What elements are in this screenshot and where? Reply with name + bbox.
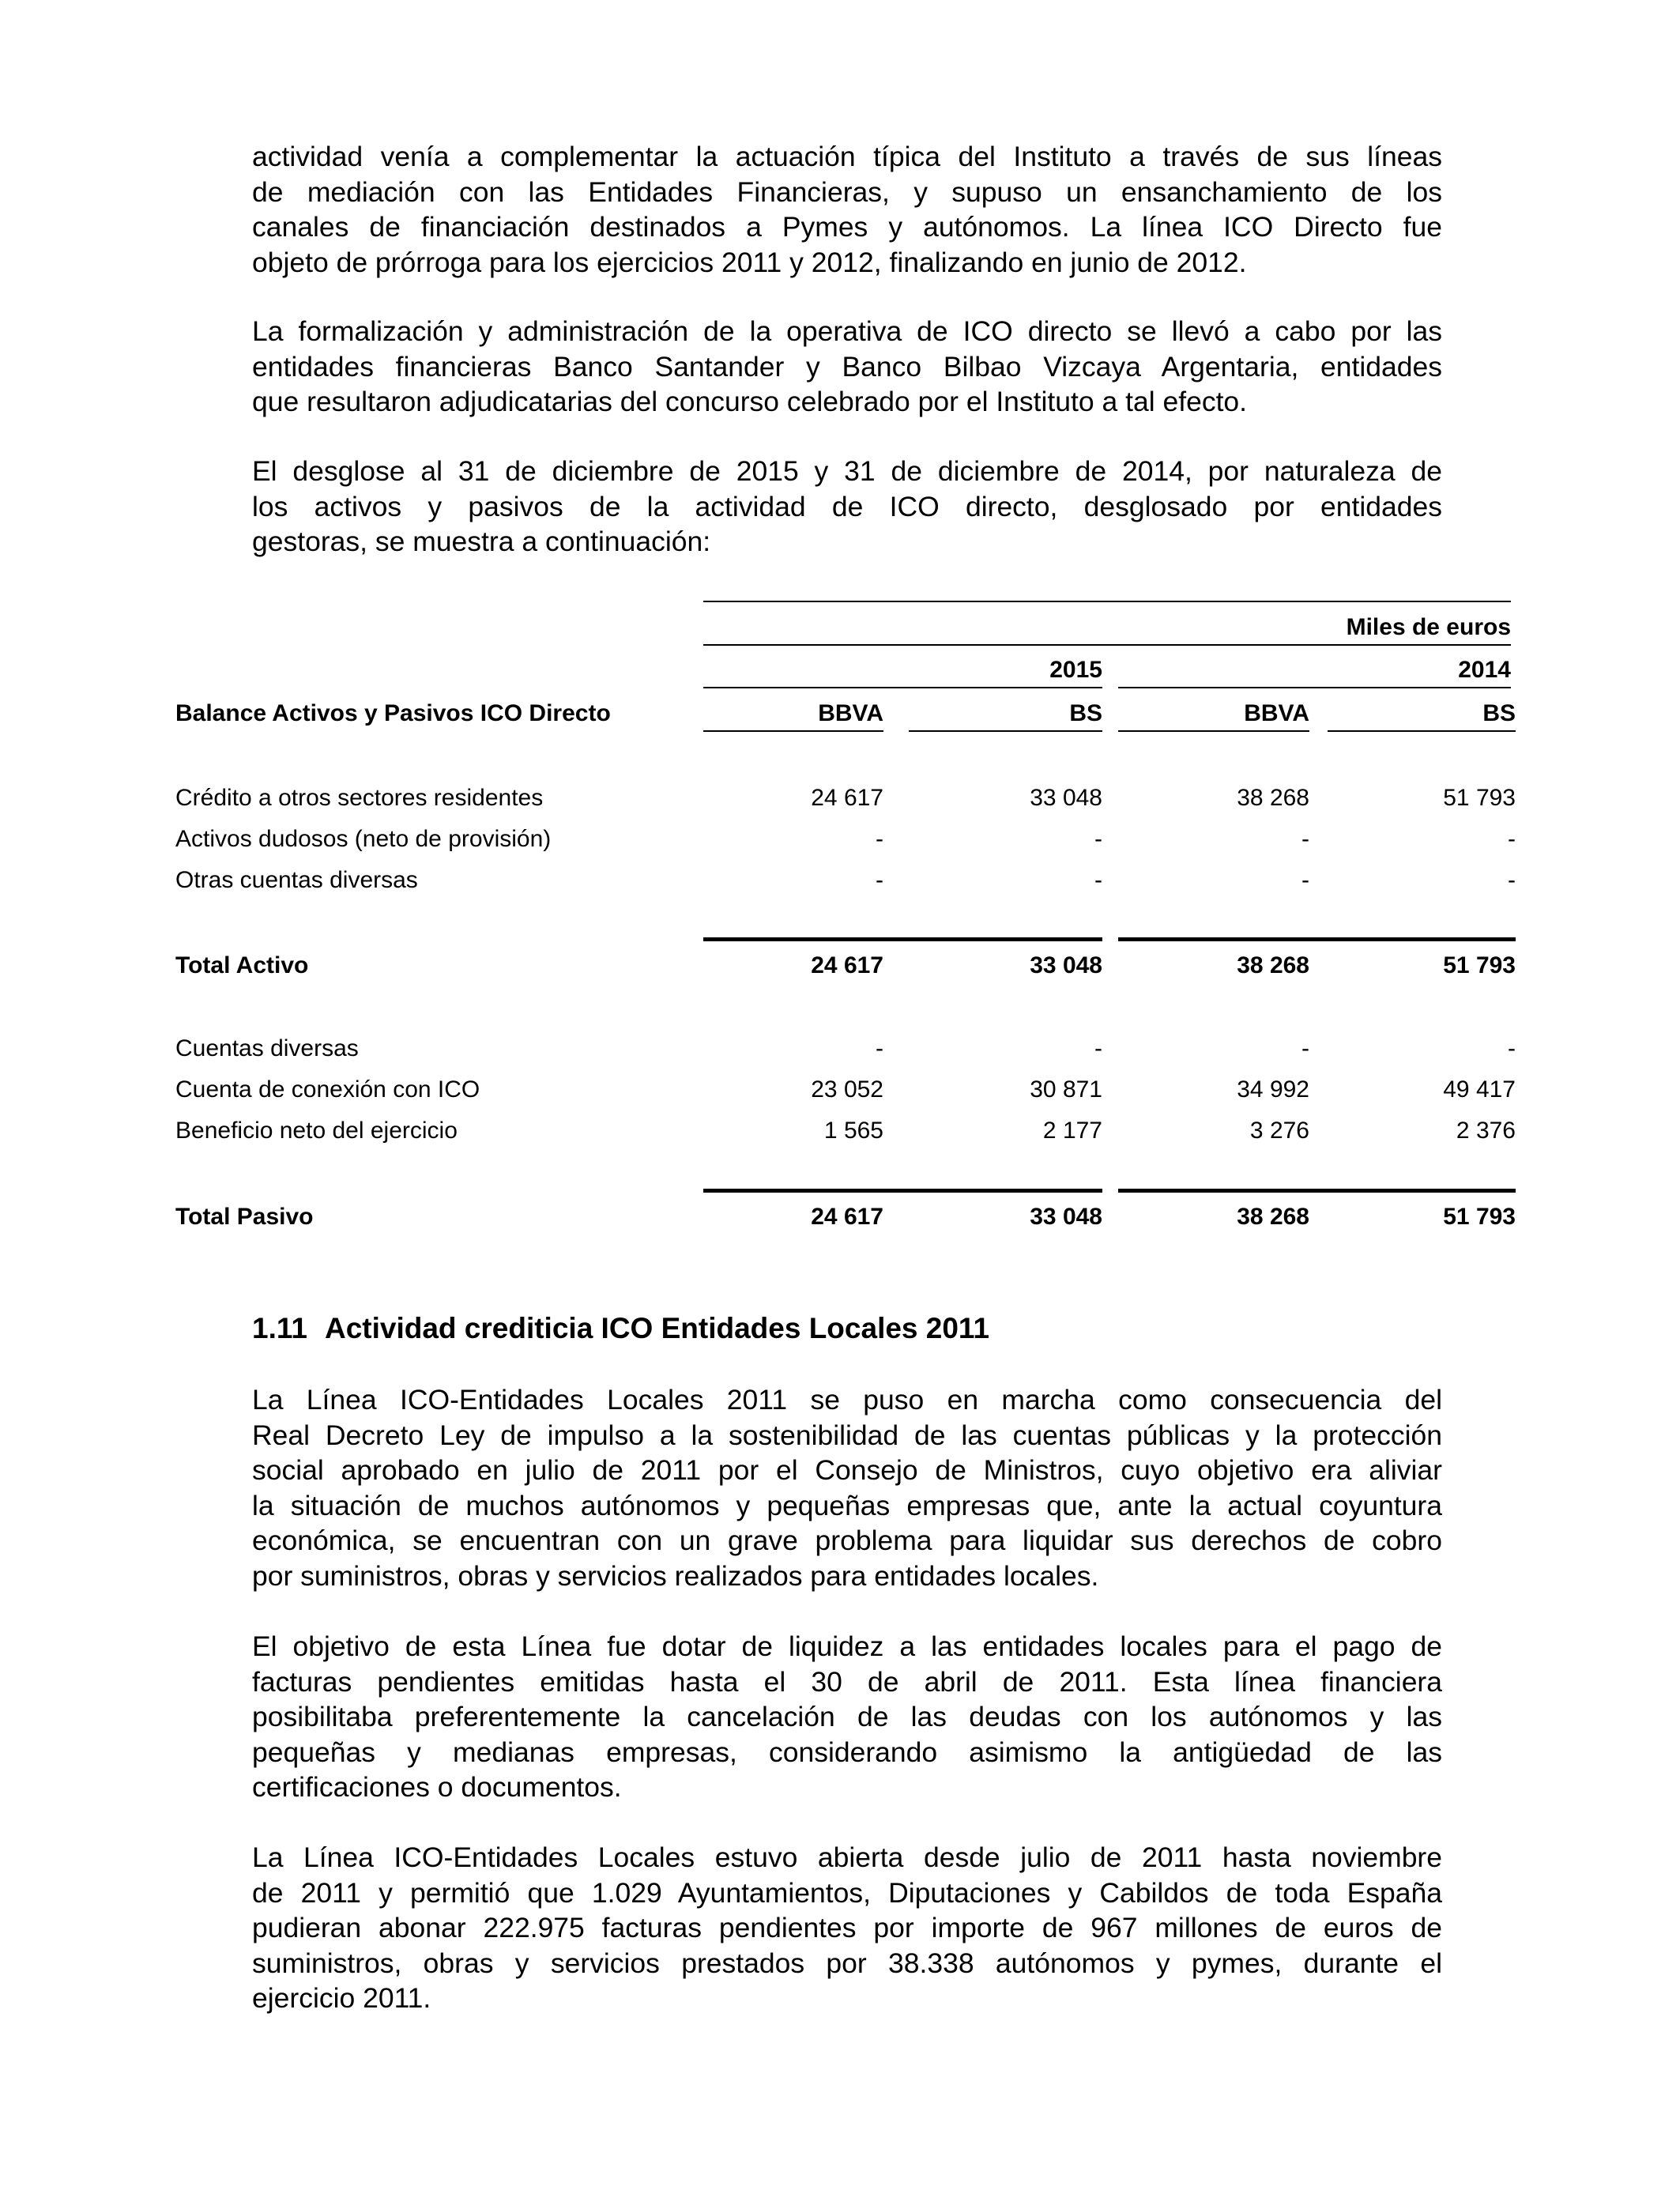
year-rule-2015 (703, 687, 1102, 688)
table-cell: 34 992 (1237, 1076, 1309, 1103)
paragraph-formalizacion (252, 314, 1442, 420)
text-line: suministros, obras y servicios prestados por 38.338 autónomos y pymes, durante el (252, 1947, 1442, 1979)
text-line: económica, se encuentran con un grave problema para liquidar sus derechos de cobro (252, 1525, 1442, 1556)
text-line: entidades financieras Banco Santander y Banco Bilbao Vizcaya Argentaria, entidades (252, 350, 1442, 383)
column-header: BS (1069, 700, 1102, 726)
table-cell: 51 793 (1443, 1204, 1516, 1230)
column-rule (1328, 730, 1516, 732)
text-line: facturas pendientes emitidas hasta el 30 de abril de 2011. Esta línea financiera (252, 1665, 1442, 1698)
total-activo-label: Total Activo (175, 952, 309, 978)
paragraph-objetivo (252, 1629, 1442, 1805)
text-line: que resultaron adjudicatarias del concurso celebrado por el Instituto a tal efecto. (252, 386, 1248, 417)
table-cell: 38 268 (1237, 1204, 1309, 1230)
table-cell: 24 617 (811, 952, 883, 978)
paragraph-linea-entidades-locales (252, 1382, 1442, 1593)
table-cell: - (1301, 1035, 1309, 1061)
total-rule (887, 1189, 1102, 1193)
row-label: Cuenta de conexión con ICO (175, 1076, 480, 1103)
table-cell: 30 871 (1030, 1076, 1102, 1103)
table-cell: 33 048 (1030, 952, 1102, 978)
text-line: de mediación con las Entidades Financieras, y supuso un ensanchamiento de los (252, 175, 1442, 208)
table-cell: - (1301, 826, 1309, 852)
table-cell: 51 793 (1443, 785, 1516, 811)
paragraph-desglose (252, 454, 1442, 560)
column-rule (703, 730, 883, 732)
total-rule (1309, 1189, 1516, 1193)
table-cell: 1 565 (823, 1118, 883, 1144)
text-line: de 2011 y permitió que 1.029 Ayuntamientos, Diputaciones y Cabildos de toda España (252, 1876, 1442, 1909)
table-cell: - (876, 826, 883, 852)
total-pasivo-label: Total Pasivo (175, 1204, 314, 1230)
total-rule (887, 937, 1102, 941)
table-cell: 49 417 (1443, 1076, 1516, 1103)
table-cell: 51 793 (1443, 952, 1516, 978)
table-cell: 38 268 (1237, 785, 1309, 811)
row-label: Activos dudosos (neto de provisión) (175, 826, 552, 852)
text-line: certificaciones o documentos. (252, 1771, 622, 1803)
text-line: por suministros, obras y servicios realizados para entidades locales. (252, 1559, 1099, 1592)
table-cell: - (876, 1035, 883, 1061)
column-rule (1118, 730, 1309, 732)
text-line: actividad venía a complementar la actuación típica del Instituto a través de sus líneas (252, 141, 1442, 172)
table-cell: - (1094, 867, 1102, 893)
table-cell: 2 376 (1456, 1118, 1516, 1144)
table-cell: 33 048 (1030, 785, 1102, 811)
paragraph-ico-directo-intro (252, 139, 1442, 280)
row-label: Cuentas diversas (175, 1035, 359, 1061)
section-heading (252, 1310, 989, 1347)
table-cell: 24 617 (811, 785, 883, 811)
table-cell: - (876, 867, 883, 893)
total-rule (703, 1189, 887, 1193)
row-label: Crédito a otros sectores residentes (175, 785, 544, 811)
total-rule (1118, 937, 1309, 941)
text-line: posibilitaba preferentemente la cancelación de las deudas con los autónomos y las (252, 1701, 1442, 1732)
table-cell: - (1094, 826, 1102, 852)
year-2015-header: 2015 (1049, 657, 1102, 683)
units-rule (703, 644, 1511, 646)
total-rule (703, 937, 887, 941)
column-rule (909, 730, 1102, 732)
section-title: Actividad crediticia ICO Entidades Locales 2011 (324, 1312, 990, 1344)
text-line: la situación de muchos autónomos y pequeñas empresas que, ante la actual coyuntura (252, 1489, 1442, 1521)
table-cell: 23 052 (811, 1076, 883, 1103)
text-line: La formalización y administración de la operativa de ICO directo se llevó a cabo por las (252, 315, 1442, 347)
row-header: Balance Activos y Pasivos ICO Directo (175, 700, 611, 726)
text-line: social aprobado en julio de 2011 por el Consejo de Ministros, cuyo objetivo era aliviar (252, 1454, 1442, 1486)
text-line: La Línea ICO-Entidades Locales 2011 se puso en marcha como consecuencia del (252, 1384, 1442, 1416)
table-cell: 38 268 (1237, 952, 1309, 978)
text-line: La Línea ICO-Entidades Locales estuvo abierta desde julio de 2011 hasta noviembre (252, 1842, 1442, 1873)
text-line: pudieran abonar 222.975 facturas pendientes por importe de 967 millones de euros de (252, 1912, 1442, 1943)
section-number: 1.11 (252, 1312, 307, 1344)
table-cell: - (1301, 867, 1309, 893)
table-cell: 2 177 (1042, 1118, 1102, 1144)
text-line: Real Decreto Ley de impulso a la sostenibilidad de las cuentas públicas y la protección (252, 1419, 1442, 1451)
table-cell: 33 048 (1030, 1204, 1102, 1230)
total-rule (1309, 937, 1516, 941)
paragraph-linea-abierta (252, 1840, 1442, 2016)
table-cell: 3 276 (1249, 1118, 1309, 1144)
row-label: Otras cuentas diversas (175, 867, 418, 893)
table-cell: - (1508, 1035, 1516, 1061)
row-label: Beneficio neto del ejercicio (175, 1118, 458, 1144)
text-line: ejercicio 2011. (252, 1982, 431, 2014)
column-header: BBVA (818, 700, 883, 726)
text-line: gestoras, se muestra a continuación: (252, 526, 711, 557)
year-rule-2014 (1118, 687, 1511, 688)
text-line: objeto de prórroga para los ejercicios 2011 y 2012, finalizando en junio de 2012. (252, 246, 1247, 278)
total-rule (1118, 1189, 1309, 1193)
text-line: pequeñas y medianas empresas, considerando asimismo la antigüedad de las (252, 1736, 1442, 1768)
text-line: los activos y pasivos de la actividad de ICO directo, desglosado por entidades (252, 490, 1442, 522)
table-top-rule (703, 601, 1511, 602)
text-line: El desglose al 31 de diciembre de 2015 y 31 de diciembre de 2014, por naturaleza de (252, 455, 1442, 487)
column-header: BBVA (1244, 700, 1309, 726)
table-cell: - (1094, 1035, 1102, 1061)
text-line: El objetivo de esta Línea fue dotar de liquidez a las entidades locales para el pago de (252, 1630, 1442, 1662)
table-cell: - (1508, 867, 1516, 893)
table-cell: - (1508, 826, 1516, 852)
text-line: canales de financiación destinados a Pymes y autónomos. La línea ICO Directo fue (252, 211, 1442, 243)
column-header: BS (1482, 700, 1516, 726)
table-cell: 24 617 (811, 1204, 883, 1230)
year-2014-header: 2014 (1458, 657, 1511, 683)
units-header: Miles de euros (1346, 614, 1511, 640)
